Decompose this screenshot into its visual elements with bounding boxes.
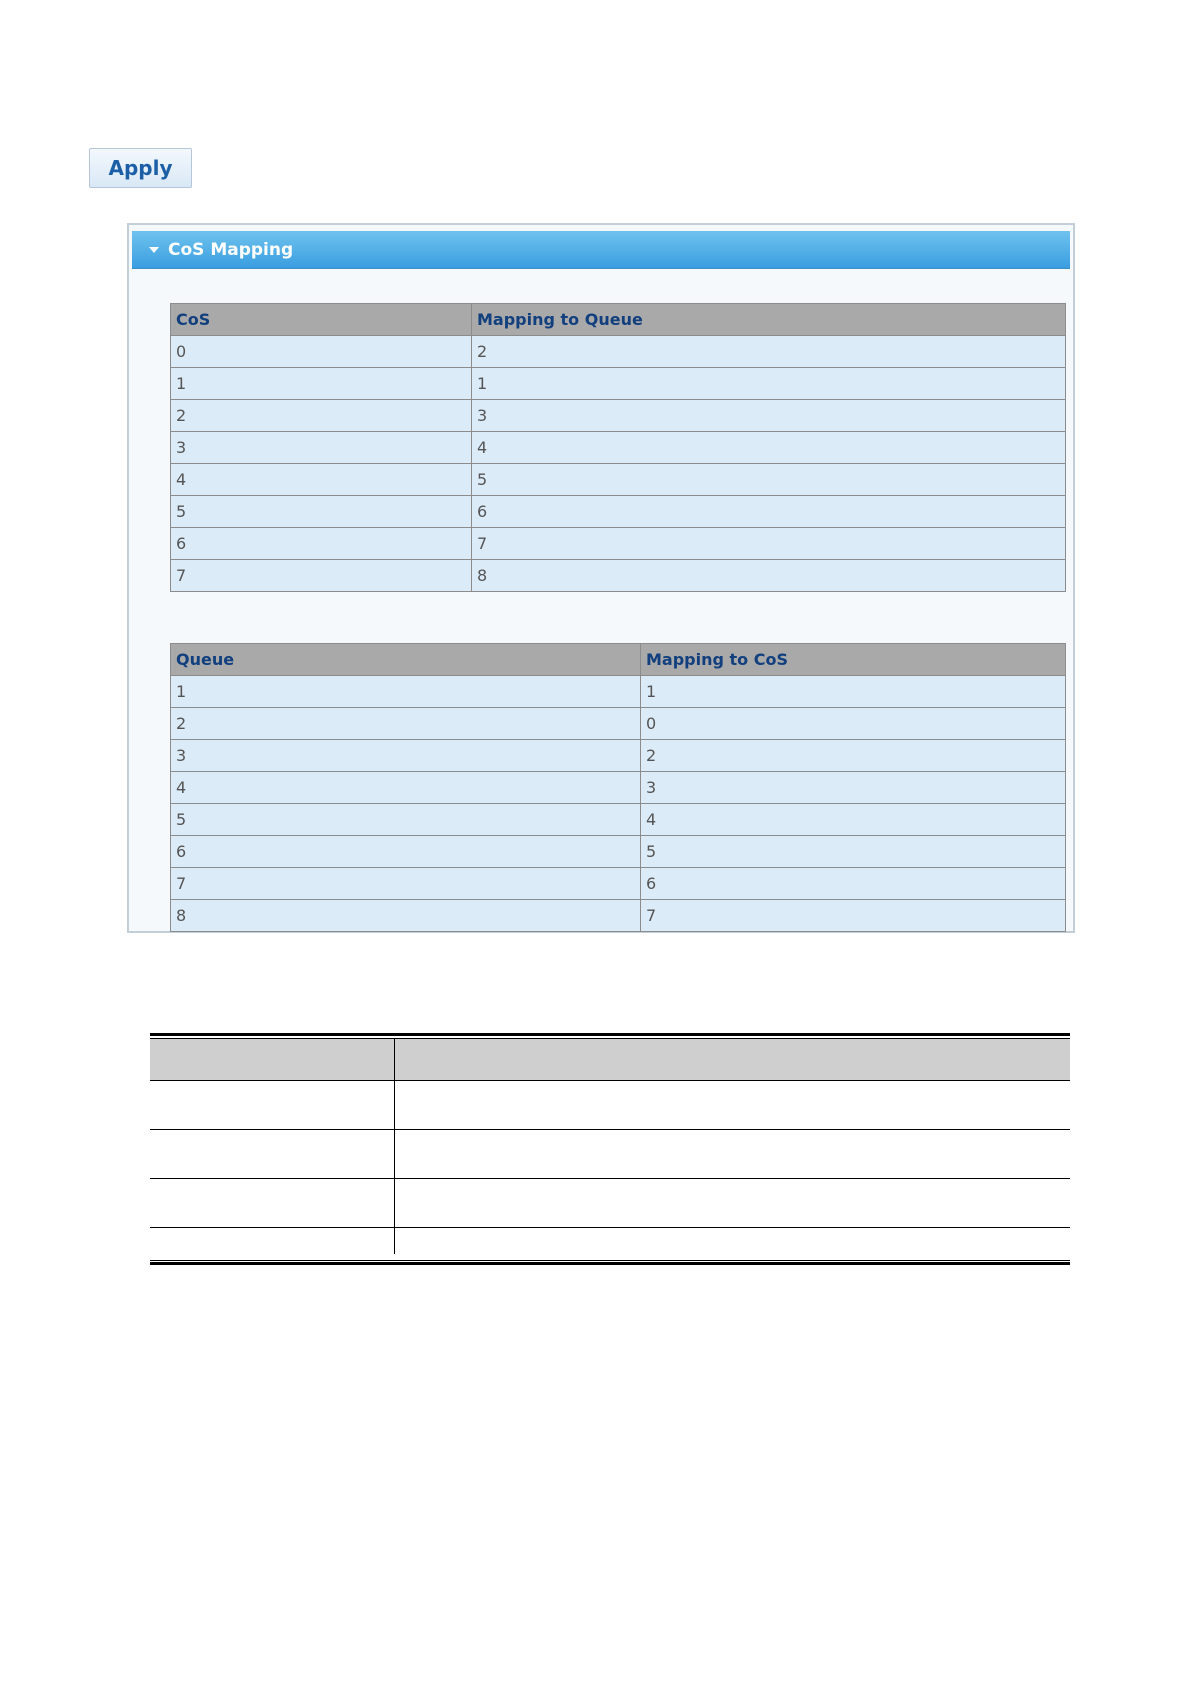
divider: [150, 1260, 1070, 1261]
table-row: [171, 740, 1066, 772]
queue-value: 5: [171, 804, 641, 836]
divider: [150, 1129, 1070, 1130]
table-row: [171, 868, 1066, 900]
queue-value: 3: [472, 400, 1066, 432]
table-row: [171, 464, 1066, 496]
queue-value: 7: [472, 528, 1066, 560]
table-row: [171, 400, 1066, 432]
queue-value: 7: [171, 868, 641, 900]
cos-value: 7: [641, 900, 1066, 932]
column-header-mapping-to-cos: Mapping to CoS: [641, 644, 1066, 676]
table-row: [171, 804, 1066, 836]
divider: [150, 1033, 1070, 1036]
cos-value: 7: [171, 560, 472, 592]
table-row: [171, 496, 1066, 528]
queue-value: 2: [472, 336, 1066, 368]
table-row: [171, 708, 1066, 740]
queue-value: 2: [171, 708, 641, 740]
queue-value: 8: [171, 900, 641, 932]
column-header-cos: CoS: [171, 304, 472, 336]
cos-value: 1: [171, 368, 472, 400]
table-row: [171, 560, 1066, 592]
column-header-queue: Queue: [171, 644, 641, 676]
cos-value: 1: [641, 676, 1066, 708]
table-row: [171, 336, 1066, 368]
description-header-row: [150, 1039, 1070, 1080]
panel-title: CoS Mapping: [168, 239, 294, 260]
queue-value: 5: [472, 464, 1066, 496]
divider: [150, 1080, 1070, 1081]
cos-value: 5: [641, 836, 1066, 868]
description-table: [150, 1033, 1070, 1265]
cos-to-queue-table: [170, 303, 1066, 592]
cos-value: 0: [171, 336, 472, 368]
queue-value: 1: [171, 676, 641, 708]
caret-down-icon[interactable]: [149, 247, 159, 253]
divider: [150, 1262, 1070, 1265]
table-row: [171, 900, 1066, 932]
column-divider: [394, 1039, 395, 1254]
queue-value: 6: [472, 496, 1066, 528]
panel-header[interactable]: [132, 231, 1070, 269]
divider: [150, 1227, 1070, 1228]
cos-value: 2: [641, 740, 1066, 772]
cos-value: 0: [641, 708, 1066, 740]
table-row: [171, 772, 1066, 804]
cos-value: 4: [171, 464, 472, 496]
queue-value: 3: [171, 740, 641, 772]
cos-value: 3: [641, 772, 1066, 804]
divider: [150, 1178, 1070, 1179]
table-header-row: [171, 644, 1066, 676]
table-row: [171, 836, 1066, 868]
queue-value: 8: [472, 560, 1066, 592]
table-row: [171, 528, 1066, 560]
queue-value: 6: [171, 836, 641, 868]
cos-value: 5: [171, 496, 472, 528]
column-header-mapping-to-queue: Mapping to Queue: [472, 304, 1066, 336]
queue-value: 4: [472, 432, 1066, 464]
table-header-row: [171, 304, 1066, 336]
queue-value: 1: [472, 368, 1066, 400]
table-row: [171, 368, 1066, 400]
table-row: [171, 432, 1066, 464]
queue-value: 4: [171, 772, 641, 804]
queue-to-cos-table: [170, 643, 1066, 932]
cos-value: 3: [171, 432, 472, 464]
apply-button[interactable]: Apply: [89, 148, 192, 188]
table-row: [171, 676, 1066, 708]
cos-value: 6: [171, 528, 472, 560]
cos-value: 4: [641, 804, 1066, 836]
cos-value: 2: [171, 400, 472, 432]
cos-mapping-panel: [127, 223, 1075, 933]
cos-value: 6: [641, 868, 1066, 900]
